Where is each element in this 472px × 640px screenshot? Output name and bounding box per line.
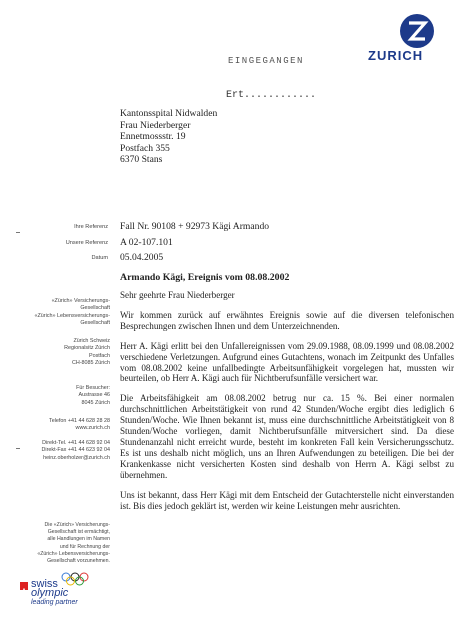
- address-line: Frau Niederberger: [120, 119, 191, 131]
- company-names: «Zürich» Versicherungs- Gesellschaft «Zürich» Lebensversicherungs- Gesellschaft: [34, 298, 110, 327]
- olympic-word: olympic: [31, 587, 69, 599]
- our-reference-value: A 02-107.101: [120, 237, 173, 248]
- zurich-logo-text: ZURICH: [368, 48, 424, 63]
- legal-note: Die «Zürich» Versicherungs- Gesellschaft ist ermächtigt, alle Handlungen im Namen und für Rechnung der «Zürich» Lebensversicherungs- Gesellschaft vorzunehmen.: [37, 522, 110, 565]
- our-reference-label: Unsere Referenz: [65, 240, 108, 246]
- contact-info: Telefon +41 44 628 28 28 www.zurich.ch: [49, 418, 110, 432]
- your-reference-label: Ihre Referenz: [74, 224, 108, 230]
- swiss-word: swiss: [31, 578, 58, 590]
- visitor-address: Für Besucher: Austrasse 46 8045 Zürich: [76, 385, 110, 406]
- your-reference-value: Fall Nr. 90108 + 92973 Kägi Armando: [120, 221, 270, 232]
- received-stamp: EINGEGANGEN: [228, 56, 304, 66]
- subject-line: Armando Kägi, Ereignis vom 08.08.2002: [120, 272, 290, 283]
- paragraph: Uns ist bekannt, dass Herr Kägi mit dem Entscheid der Gutachterstelle nicht einverstanden ist. Bis dies jedoch geklärt ist, werden wir keine Leistungen mehr ausrichten.: [120, 489, 454, 511]
- swiss-olympic-logo: [31, 578, 78, 606]
- address-line: Postfach 355: [120, 142, 170, 154]
- letter-body: [120, 290, 454, 520]
- fold-mark: [16, 448, 20, 449]
- address-line: 6370 Stans: [120, 154, 163, 165]
- zurich-z-icon: [400, 14, 434, 48]
- recipient-address: [120, 108, 217, 166]
- leading-partner: leading partner: [31, 599, 78, 606]
- paragraph: Herr A. Kägi erlitt bei den Unfallereignissen vom 29.09.1988, 08.09.1999 und 08.08.2002 verschiedene Verletzungen. Aufgrund eines Gutachtens, wonach im Zeitpunkt des Unfalles vom 08.08.2002 keine unfallbedingte Arbeitsunfähigkeit vorgelegen hat, mussten wir beurteilen, ob Herr A. Kägi auch für Nichtberufsunfälle versichert war.: [120, 340, 454, 384]
- swiss-cross-icon: [20, 582, 28, 590]
- office-address: Zürich Schweiz Regionalsitz Zürich Postfach CH-8085 Zürich: [64, 338, 110, 367]
- paragraph: Die Arbeitsfähigkeit am 08.08.2002 betrug nur ca. 15 %. Bei einer normalen durchschnittlichen Arbeitstätigkeit von rund 42 Stunden/Woche ergibt dies lediglich 6 Stunden/Woche. Wie Ihnen bekannt ist, muss eine durchschnittliche Arbeitstätigkeit von 8 Stunden/Woche vorliegen, damit Nichtberufsunfälle mitversichert sind. Da diese Stundenanzahl nicht erreicht wurde, besteht im konkreten Fall kein Versicherungsschutz. Es ist uns deshalb nicht möglich, uns an Ihren Aufwendungen zu beteiligen. Die bei der Krankenkasse nicht versicherten Kosten sind deshalb von Herrn A. Kägi selbst zu übernehmen.: [120, 393, 454, 480]
- salutation: Sehr geehrte Frau Niederberger: [120, 290, 235, 300]
- handwritten-mark: Ert............: [226, 90, 317, 101]
- paragraph: Wir kommen zurück auf erwähntes Ereignis sowie auf die diversen telefonischen Besprechungen zwischen Ihnen und dem Unterzeichnenden.: [120, 309, 454, 331]
- date-label: Datum: [91, 255, 108, 261]
- direct-contact: Direkt-Tel. +41 44 628 92 04 Direkt-Fax +41 44 623 92 04 heinz.oberholzer@zurich.ch: [41, 440, 110, 461]
- address-line: Ennetmossstr. 19: [120, 131, 186, 142]
- date-value: 05.04.2005: [120, 252, 164, 263]
- fold-mark: [16, 232, 20, 233]
- address-line: Kantonsspital Nidwalden: [120, 108, 218, 119]
